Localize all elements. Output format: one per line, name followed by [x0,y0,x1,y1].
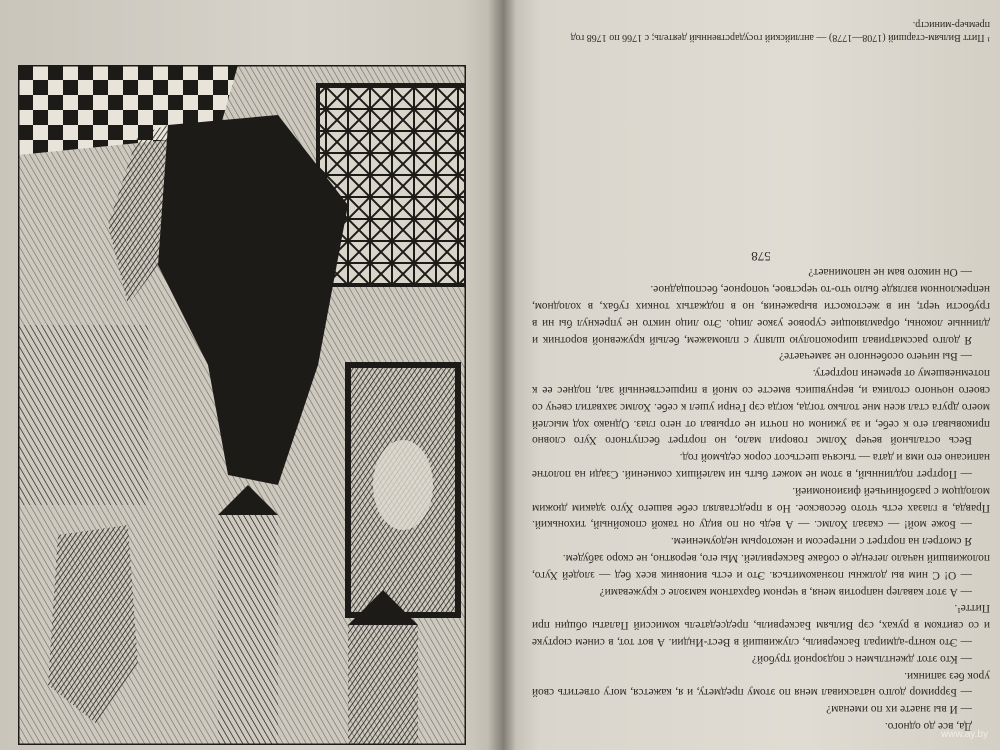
text-line: — Это контр-адмирал Баскервиль, служивший в Вест-Индии. А вот тот, в синем сюртуке и со свитком в руках, сэр Вильям Баскервиль, председатель комиссий Палаты общин при Питте¹. [532,602,990,649]
text-line: Да, все до одного. [884,720,972,732]
text-line: — Вы ничего особенного не замечаете? [779,350,972,363]
book-spine-gutter [488,0,516,750]
text-line: — Он никого вам не напоминает? [808,266,972,279]
page-number: 578 [751,248,771,264]
text-line: — А этот кавалер напротив меня, в черном бархатном камзоле с кружевами? [599,585,972,598]
text-line: Я долго рассматривал широкополую шляпу с плюмажем, белый кружевной воротник и длинные локоны, обрамляющие суровое узкое лицо. Это лицо никто не упрекнул бы ни в грубости черт, ни в жестокости выражения, но в поджатых тонких губах, в холодном, непреклонном взгляде было что-то черствое, чопорное, беспощадное. [532,283,990,346]
footnote: ¹ Питт Вильям-старший (1708—1778) — английский государственный деятель; с 1766 по 1768 год премьер-министр. [570,19,990,43]
text-line: Весь остальной вечер Холмс говорил мало, но портрет беспутного Хуго словно приковывал его к себе, и за ужином он почти не отрывал от него глаз. Однако ход мыслей моего друга стал ясен мне только тогда, когда сэр Генри ушел к себе. Холмс захватил свечу со своего ночного столика и, вернувшись вместе со мной в пиршественный зал, поднес ее к потемневшему от времени портрету. [532,367,990,447]
watermark: www.ay.by [940,729,988,740]
text-line: — Бэрримор долго натаскивал меня по этому предмету, и я, кажется, могу ответить свой урок без запинки. [532,669,990,699]
engraving-illustration [18,65,466,745]
text-line: Я смотрел на портрет с интересом и некоторым недоумением. [670,535,972,548]
text-line: — Портрет подлинный, в этом не может быть ни малейших сомнений. Сзади на полотне написано его имя и дата — тысяча шестьсот сорок седьмой год. [532,451,990,481]
text-line: — Кто этот джентльмен с подзорной трубой? [751,652,972,665]
text-line: — О! С ним вы должны познакомиться. Это и есть виновник всех бед — злодей Хуго, положивший начало легенде о собаке Баскервилей. Мы его, вероятно, не скоро забудем. [532,552,990,581]
text-line: — Боже мой! — сказал Холмс. — А ведь он по виду он такой спокойный, тихонький. Правда, в глазах есть чтото бесовское. Но я представлял себе вашего Хуго эдаким дюжим молодцом с разбойничьей физиономией. [532,484,990,531]
text-line: — И вы знаете их по именам? [826,703,972,716]
book-text-upside-down [532,34,990,734]
